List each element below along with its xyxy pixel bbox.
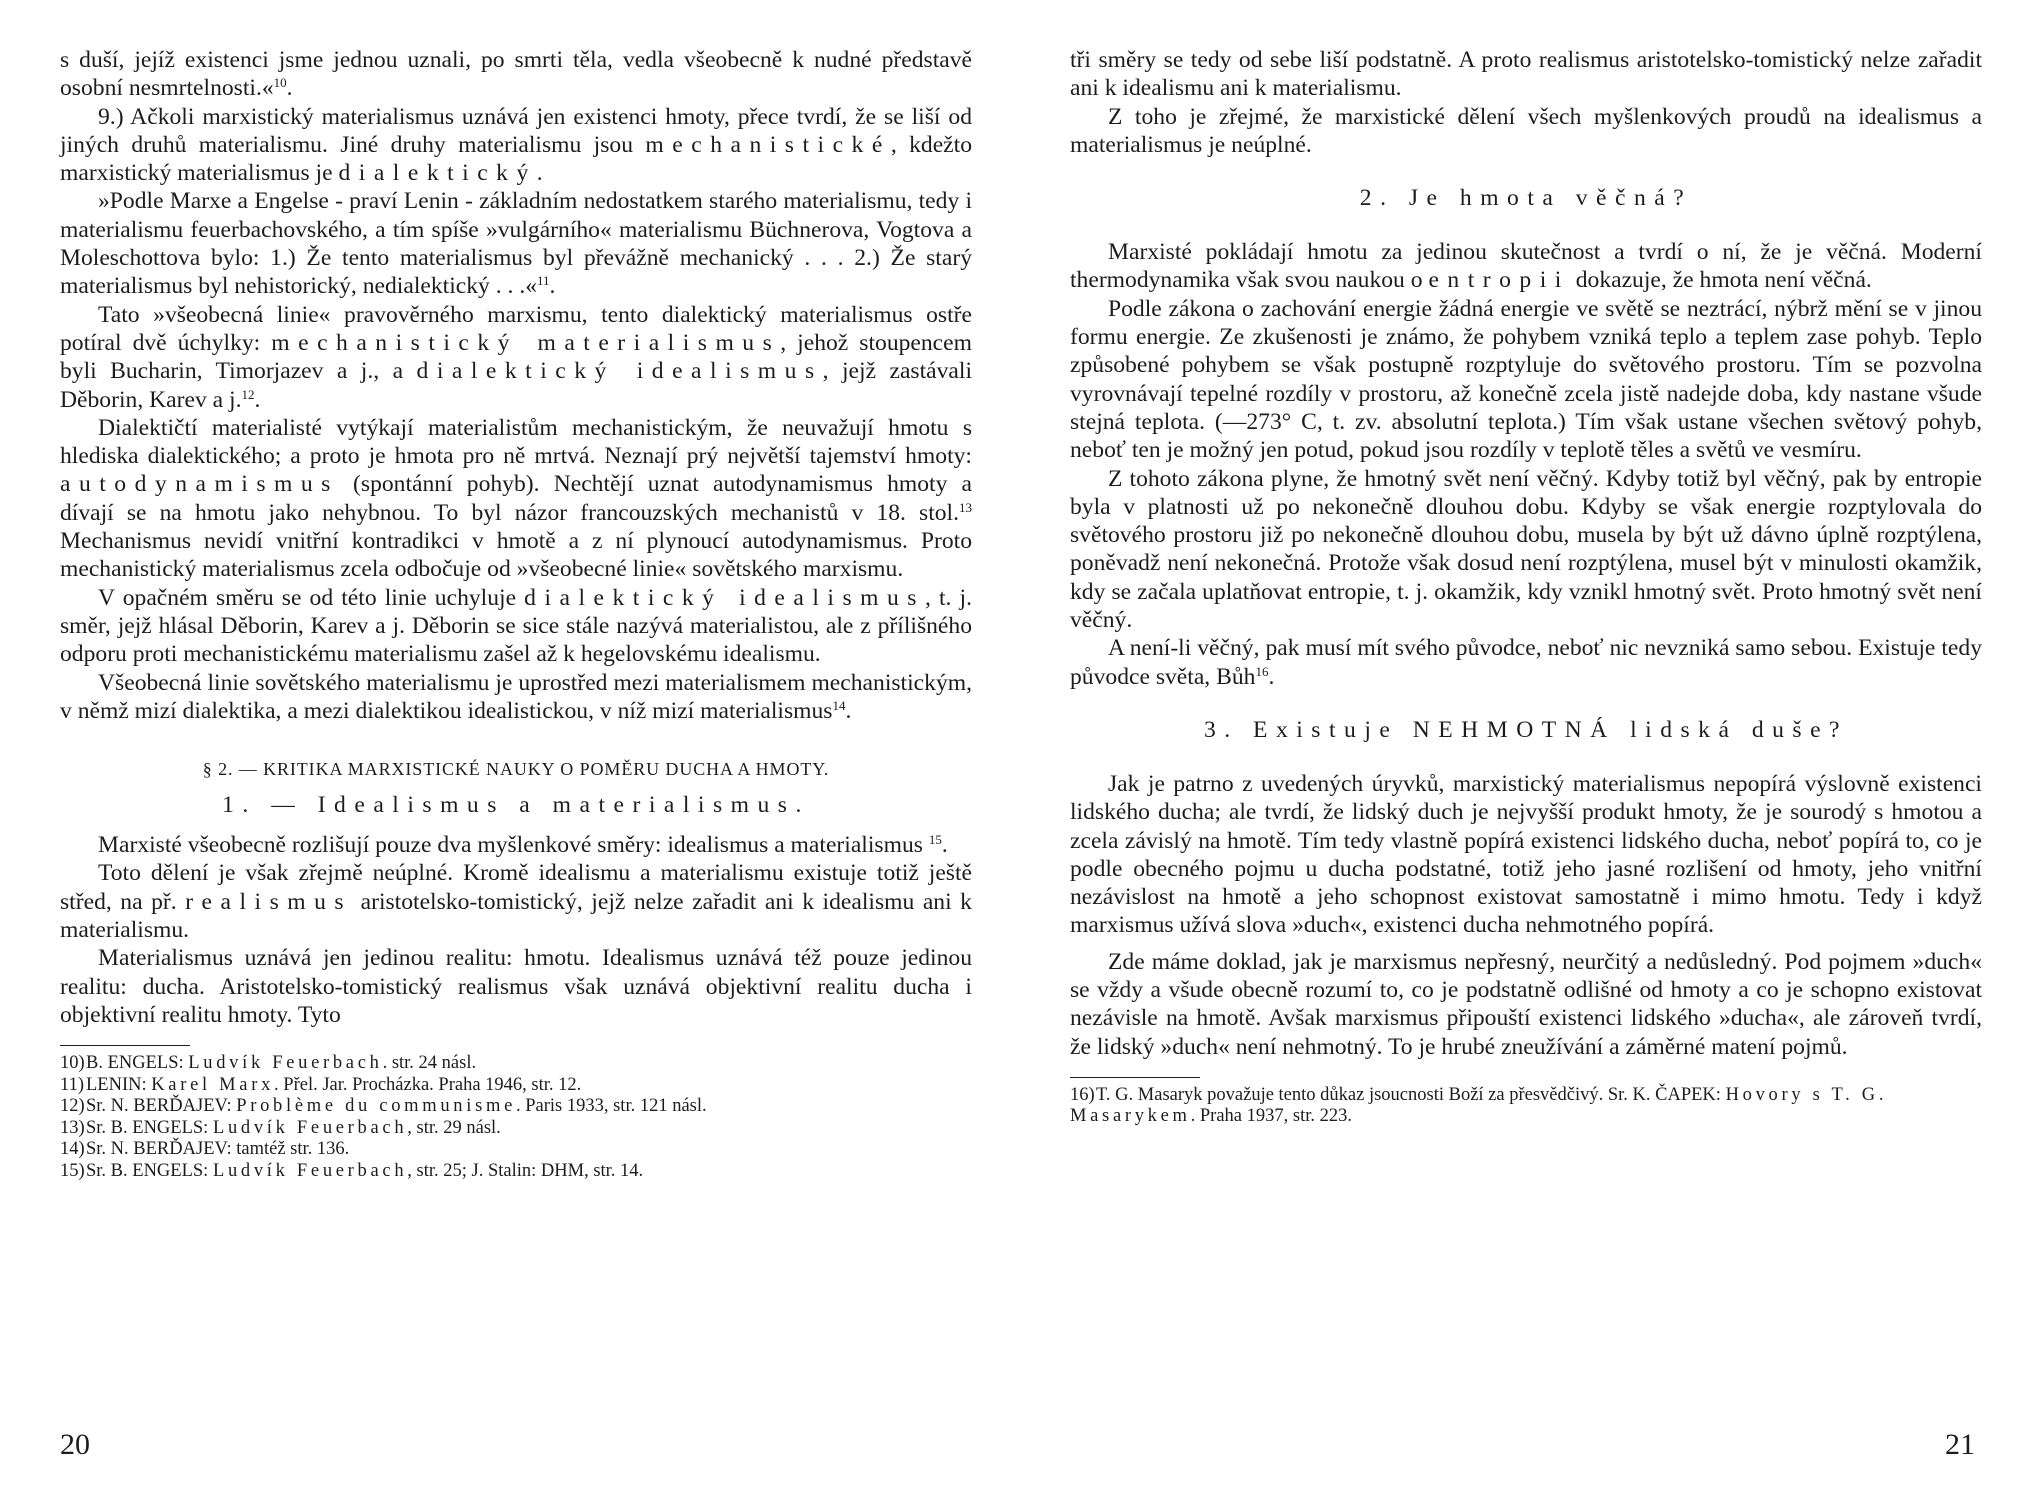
footnote: [60, 1161, 972, 1183]
text: Z tohoto zákona plyne, že hmotný svět není věčný. Kdyby totiž byl věčný, pak by entropie byla v platnosti už po nekonečně dlouhou dobu. Kdyby se však energie rozptylovala do světového prostoru již po nekonečně dlouhou dobu, musela by být už dávno úplně rozptýlena, poněvadž není nekonečná. Protože však dosud není rozptýlena, musel být v minulosti okamžik, kdy se začala uplatňovat entropie, t. j. okamžik, kdy vznikl hmotný svět. Proto hmotný svět není věčný.: [1070, 465, 1982, 634]
text: .: [286, 75, 293, 102]
footnote-divider: [60, 1045, 190, 1046]
footnotes: [60, 1053, 972, 1182]
footnote: [60, 1053, 972, 1075]
subheading: 1. — Idealismus a materialismus.: [222, 792, 810, 819]
spaced-term: dialektický: [338, 160, 537, 187]
text: 9.) Ačkoli marxistický materialismus uznává jen existenci hmoty, přece tvrdí, že se liší od jiných druhů materialismu. Jiné druhy materialismu jsou: [60, 103, 972, 158]
text: . Přel. Jar. Procházka. Praha 1946, str. 12.: [274, 1074, 582, 1095]
footnote-ref: 11: [537, 273, 550, 289]
text: Sr. N. BERĎAJEV: tamtéž str. 136.: [86, 1139, 350, 1160]
text: tři směry se tedy od sebe liší podstatně. A proto realismus aristotelsko-tomistický nelze zařadit ani k idealismu ani k materialismu.: [1070, 47, 1982, 102]
paragraph: [60, 859, 972, 944]
spaced-term: Ludvík Feuerbach: [188, 1053, 383, 1074]
spacer: [1070, 940, 1982, 948]
footnote: [60, 1118, 972, 1140]
footnote-mark: 13): [60, 1117, 85, 1138]
footnote-divider: [1070, 1077, 1200, 1078]
paragraph: [1070, 465, 1982, 635]
footnote-ref: 12: [241, 386, 255, 402]
text: Toto dělení je však zřejmě neúplné. Kromě idealismu a materialismu existuje totiž ještě střed, na př.: [60, 860, 972, 915]
spaced-term: dialektický idealismus: [416, 358, 823, 385]
text: Materialismus uznává jen jedinou realitu: hmotu. Idealismus uznává též pouze jedinou realitu: ducha. Aristotelsko-tomistický realismus však uznává objektivní realitu ducha i objektivní realitu hmoty. Tyto: [60, 945, 972, 1028]
subheading: 2. Je hmota věčná?: [1359, 185, 1693, 212]
text: dokazuje, že hmota není věčná.: [1575, 267, 1872, 294]
text: s duší, jejíž existenci jsme jednou uznali, po smrti těla, vedla všeobecně k nudné představě osobní nesmrtelnosti.«: [60, 47, 972, 102]
footnote-mark: 10): [60, 1053, 85, 1074]
left-page: [60, 46, 972, 1182]
text: Dialektičtí materialisté vytýkají materialistům mechanistickým, že neuvažují hmotu s hlediska dialektického; a proto je hmota pro ně mrtvá. Neznají prý největší tajemství hmoty:: [60, 414, 972, 470]
text: .: [549, 273, 556, 300]
footnote-mark: 16): [1070, 1084, 1095, 1105]
paragraph: [60, 46, 972, 103]
text: , jehož stoupencem byli Bucharin, Timorjazev a j., a: [60, 329, 972, 385]
text: Sr. B. ENGELS:: [86, 1117, 209, 1138]
text: Mechanismus nevidí vnitřní kontradikci v hmotě a z ní plynoucí autodynamismus. Proto mechanistický materialismus zcela odbočuje od »všeobecné linie« sovětského marxismu.: [60, 528, 972, 583]
paragraph: [60, 831, 972, 859]
paragraph: [1070, 948, 1982, 1061]
paragraph: [1070, 770, 1982, 940]
footnote-mark: 15): [60, 1160, 85, 1181]
spaced-term: mechanistický materialismus: [271, 329, 781, 356]
text: , jejž zastávali Děborin, Karev a j.: [60, 358, 973, 413]
paragraph: [60, 103, 972, 188]
page-number: 21: [1945, 1428, 1975, 1461]
text: B. ENGELS:: [86, 1053, 184, 1074]
text: , str. 29 násl.: [407, 1117, 501, 1138]
footnote-mark: 14): [60, 1139, 85, 1160]
right-page: [1070, 46, 1982, 1128]
text: Zde máme doklad, jak je marxismus nepřesný, neurčitý a nedůsledný. Pod pojmem »duch« se vždy a všude obecně rozumí to, co je podstatně odlišné od hmoty a co je schopno existovat nezávisle na hmotě. Avšak marxismus připouští existenci lidského »ducha«, ale zároveň tvrdí, že lidský »duch« není nehmotný. To je hrubé zneužívání a záměrné matení pojmů.: [1070, 948, 1982, 1060]
footnote-mark: 12): [60, 1096, 85, 1117]
text: T. G. Masaryk považuje tento důkaz jsoucnosti Boží za přesvědčivý. Sr. K. ČAPEK:: [1096, 1084, 1721, 1105]
text: . str. 24 násl.: [382, 1053, 477, 1074]
text: A není-li věčný, pak musí mít svého původce, neboť nic nevzniká samo sebou. Existuje tedy původce světa, Bůh: [1070, 635, 1982, 690]
footnote-ref: 13: [959, 499, 972, 515]
text: »Podle Marxe a Engelse - praví Lenin - základním nedostatkem starého materialismu, tedy i materialismu feuerbachovského, a tím spíše »vulgárního« materialismu Büchnerova, Vogtova a Moleschottova bylo: 1.) Že tento materialismus byl převážně mechanický . . . 2.) Že starý materialismus byl nehistorický, nedialektický . . .«: [60, 188, 972, 300]
spaced-term: Karel Marx: [151, 1074, 275, 1095]
footnote-ref: 15: [928, 832, 942, 848]
text: V opačném směru se od této linie uchyluje: [98, 584, 517, 611]
paragraph: [1070, 634, 1982, 691]
paragraph: [1070, 238, 1982, 295]
text: . Praha 1937, str. 223.: [1190, 1106, 1352, 1127]
paragraph: [60, 584, 972, 669]
footnote: [60, 1096, 972, 1118]
text: Tato »všeobecná linie« pravověrného marxismu, tento dialektický materialismus ostře potíral dvě úchylky:: [60, 301, 972, 356]
text: .: [941, 832, 948, 859]
subheading: 3. Existuje NEHMOTNÁ lidská duše?: [1203, 716, 1849, 743]
text: Podle zákona o zachování energie žádná energie ve světě se neztrácí, nýbrž mění se v jinou formu energie. Ze zkušenosti je známo, že pohybem vzniká teplo a teplem zase pohyb. Teplo způsobené pohybem se však postupně rozptyluje do světového prostoru. Tím se pozvolna vyrovnávají tepelné rozdíly v prostoru, až konečně zcela jistě nadejde doba, kdy nastane všude stejná teplota. (—273° C, t. zv. absolutní teplota.) Tím však ustane všechen světový pohyb, neboť ten je možný jen potud, pokud jsou rozdíly v teplotě těles a světů ve vesmíru.: [1070, 295, 1982, 464]
text: (spontánní pohyb). Nechtějí uznat autodynamismus hmoty a dívají se na hmotu jako nehybnou. To byl názor francouzských mechanistů v 18. stol.: [60, 471, 973, 526]
spaced-term: autodynamismus: [60, 471, 339, 498]
paragraph: [60, 414, 972, 584]
text: Sr. B. ENGELS:: [86, 1160, 209, 1181]
text: .: [1268, 663, 1275, 690]
text: aristotelsko-tomistický, jejž nelze zařadit ani k idealismu ani k materialismu.: [60, 888, 972, 944]
paragraph: [1070, 103, 1982, 160]
spaced-term: Ludvík Feuerbach: [212, 1160, 408, 1181]
paragraph: [1070, 46, 1982, 103]
spaced-term: realismus: [185, 888, 353, 915]
spaced-term: entropii: [1428, 267, 1570, 294]
spaced-term: mechanistické: [645, 131, 891, 158]
spaced-term: Ludvík Feuerbach: [212, 1117, 408, 1138]
text: .: [254, 386, 261, 413]
paragraph: [60, 301, 972, 414]
text: Z toho je zřejmé, že marxistické dělení všech myšlenkových proudů na idealismus a materialismus je neúplné.: [1070, 103, 1982, 158]
paragraph: [60, 944, 972, 1029]
footnote-ref: 10: [273, 75, 287, 91]
text: Sr. N. BERĎAJEV:: [86, 1096, 232, 1117]
page-number: 20: [60, 1428, 90, 1461]
section-heading: § 2. — KRITIKA MARXISTICKÉ NAUKY O POMĚRU DUCHA A HMOTY.: [202, 759, 830, 780]
text: , t. j. směr, jejž hlásal Děborin, Karev a j. Děborin se sice stále nazývá materialistou, ale z přílišného odporu proti mechanistickému materialismu zašel až k hegelovskému idealismu.: [60, 584, 972, 668]
text: . Paris 1933, str. 121 násl.: [515, 1096, 707, 1117]
paragraph: [1070, 295, 1982, 465]
text: LENIN:: [86, 1074, 147, 1095]
footnote: [1070, 1085, 1982, 1128]
paragraph: [60, 187, 972, 300]
spaced-term: Hovory s T. G. Masarykem: [1070, 1084, 1888, 1127]
footnote-ref: 16: [1255, 663, 1269, 679]
text: Marxisté pokládají hmotu za jedinou skutečnost a tvrdí o ní, že je věčná. Moderní thermodynamika však svou naukou o: [1070, 239, 1982, 294]
text: Marxisté všeobecně rozlišují pouze dva myšlenkové směry: idealismus a materialismus: [98, 832, 923, 859]
text: Jak je patrno z uvedených úryvků, marxistický materialismus nepopírá výslovně existenci lidského ducha; ale tvrdí, že lidský duch je nejvyšší produkt hmoty, že je sourodý s hmotou a zcela závislý na hmotě. Tím tedy vlastně popírá existenci lidského ducha, neboť popírá to, co je podle obecného pojmu u ducha podstatné, totiž jeho jasné rozlišení od hmoty, jeho vnitřní nezávislost na hmotě a jeho schopnost existovat samostatně i mimo hmotu. Tedy i když marxismus užívá slova »duch«, existenci ducha nehmotného popírá.: [1070, 770, 1982, 939]
text: Všeobecná linie sovětského materialismu je uprostřed mezi materialismem mechanistickým, v němž mizí dialektika, a mezi dialektikou idealistickou, v níž mizí materialismus: [60, 669, 972, 724]
footnote-ref: 14: [832, 697, 846, 713]
footnote: [60, 1139, 972, 1161]
spaced-term: dialektický idealismus: [524, 584, 925, 611]
paragraph: [60, 669, 972, 726]
footnote: [60, 1075, 972, 1097]
text: , kdežto marxistický materialismus je: [60, 131, 973, 187]
text: .: [536, 160, 543, 187]
text: .: [845, 697, 852, 724]
footnote-mark: 11): [60, 1074, 84, 1095]
text: , str. 25; J. Stalin: DHM, str. 14.: [407, 1160, 644, 1181]
spaced-term: Problème du communisme: [236, 1096, 516, 1117]
